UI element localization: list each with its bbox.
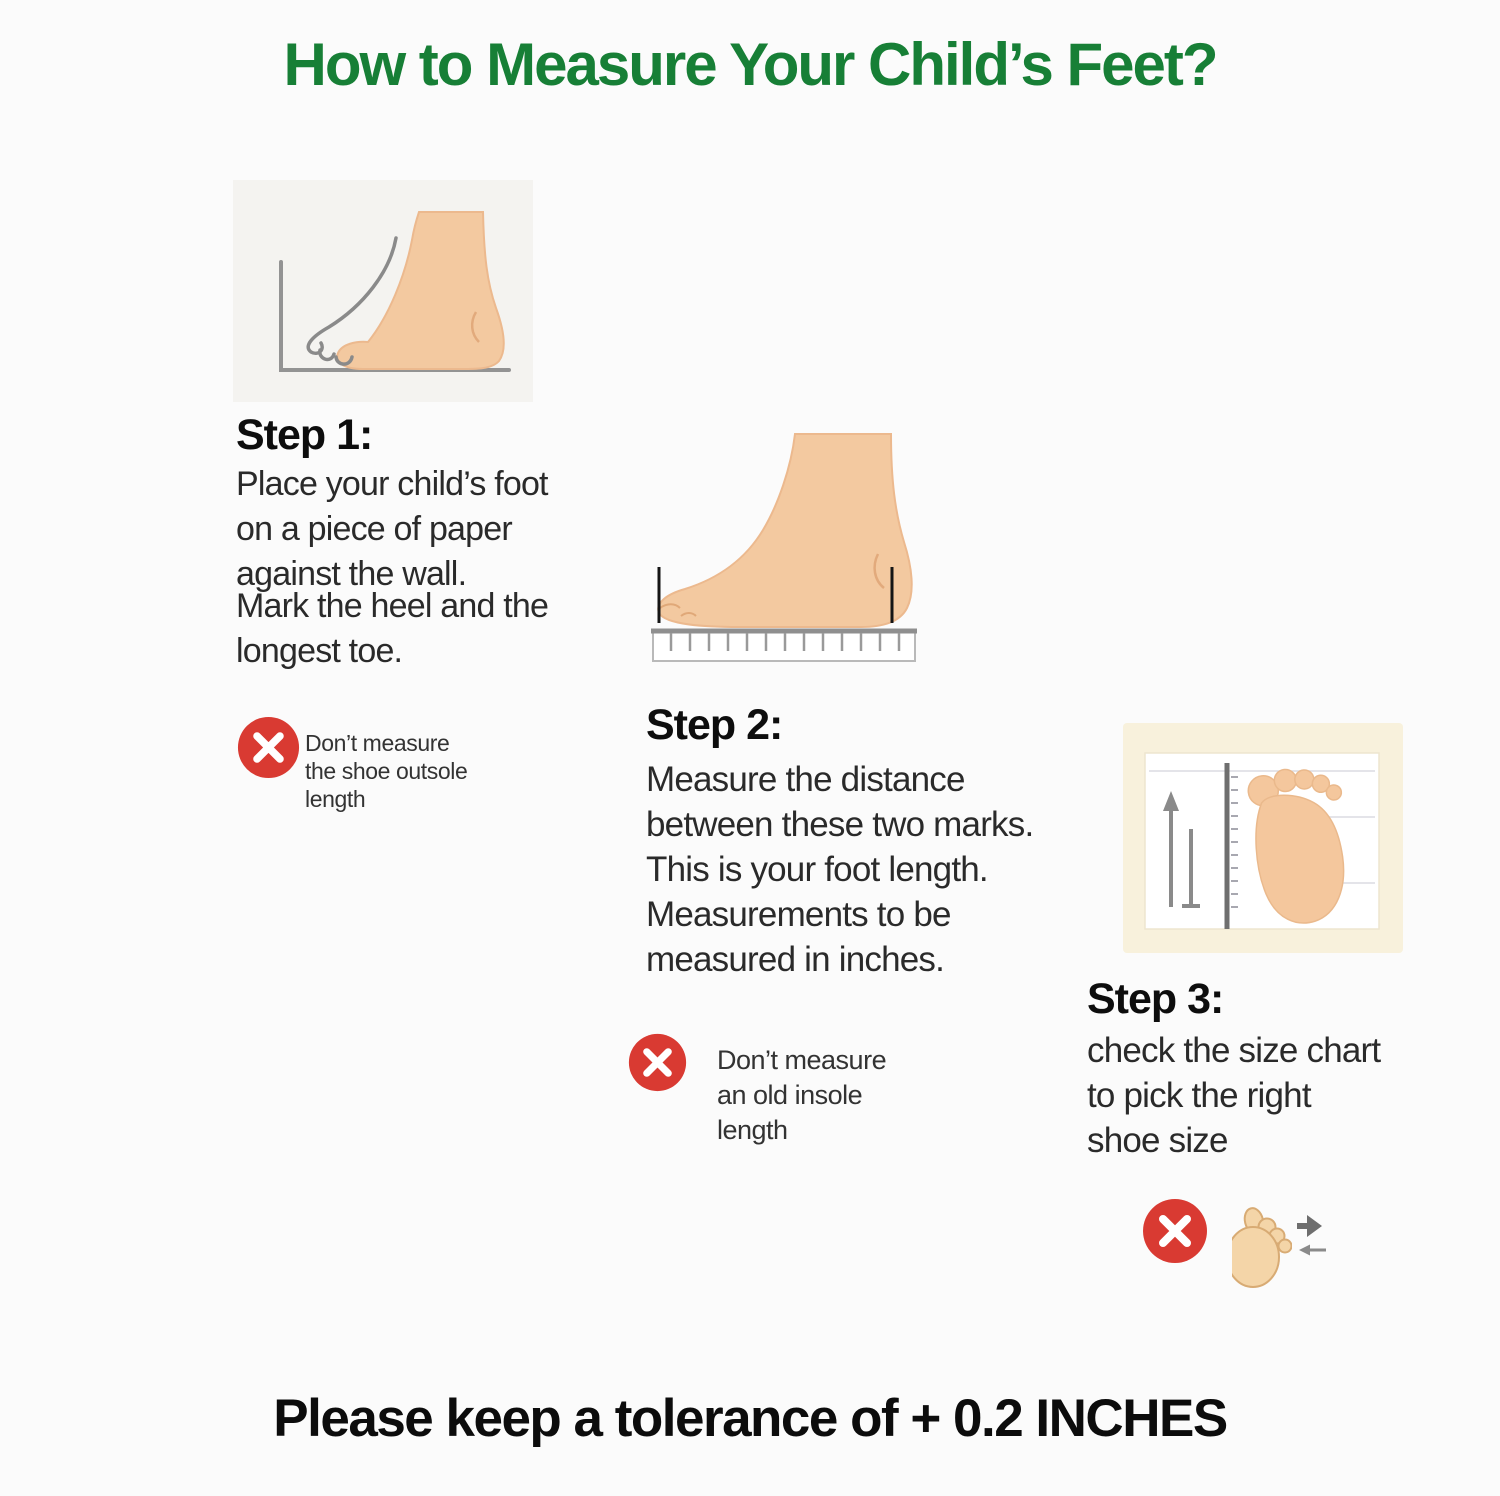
footprint-size-ruler-illustration	[1123, 723, 1403, 953]
text-line: on a piece of paper	[236, 510, 512, 548]
ruler	[651, 631, 917, 661]
text-line: measured in inches.	[646, 940, 945, 979]
footprint-size-ruler-svg	[1123, 723, 1403, 953]
step2-warning	[628, 1033, 886, 1148]
text-line: the shoe outsole	[305, 758, 468, 784]
text-line: length	[305, 786, 366, 812]
measure-arrows-icon	[1297, 1214, 1329, 1260]
text-line: Measurements to be	[646, 895, 951, 934]
text-line: an old insole	[717, 1080, 863, 1110]
toes-icon	[1232, 1206, 1292, 1288]
x-circle-icon	[628, 1033, 687, 1092]
text-line: Place your child’s foot	[236, 465, 548, 503]
text-line: check the size chart	[1087, 1031, 1381, 1070]
text-line: Mark the heel and the	[236, 587, 549, 625]
text-line: Don’t measure	[717, 1045, 887, 1075]
text-line: This is your foot length.	[646, 850, 988, 889]
foot-against-wall-svg	[233, 180, 533, 402]
text-line: between these two marks.	[646, 805, 1034, 844]
text-line: longest toe.	[236, 632, 403, 670]
text-line: length	[717, 1115, 788, 1145]
step2-warning-text	[717, 1043, 886, 1148]
footer-note: Please keep a tolerance of + 0.2 INCHES	[273, 1389, 1227, 1448]
step3-paragraph	[1087, 1028, 1380, 1163]
step1-paragraph-2	[236, 584, 548, 674]
page-title: How to Measure Your Child’s Feet?	[283, 31, 1217, 98]
step1-warning	[237, 716, 467, 813]
text-line: to pick the right	[1087, 1076, 1311, 1115]
step1-warning-text	[305, 729, 467, 813]
foot-shape	[658, 434, 911, 627]
foot-on-ruler-svg	[645, 412, 935, 667]
step1-heading: Step 1:	[236, 411, 373, 459]
step3-warning	[1142, 1198, 1329, 1288]
text-line: against the wall.	[236, 555, 467, 593]
step2-heading: Step 2:	[646, 701, 783, 749]
step2-paragraph	[646, 757, 1033, 982]
text-line: Don’t measure	[305, 730, 450, 756]
text-line: Measure the distance	[646, 760, 965, 799]
x-circle-icon	[1142, 1198, 1208, 1264]
step3-heading: Step 3:	[1087, 975, 1224, 1023]
step1-paragraph-1	[236, 462, 548, 597]
foot-against-wall-illustration	[233, 180, 533, 402]
text-line: shoe size	[1087, 1121, 1228, 1160]
foot-on-ruler-illustration	[645, 412, 935, 667]
x-circle-icon	[237, 716, 300, 779]
